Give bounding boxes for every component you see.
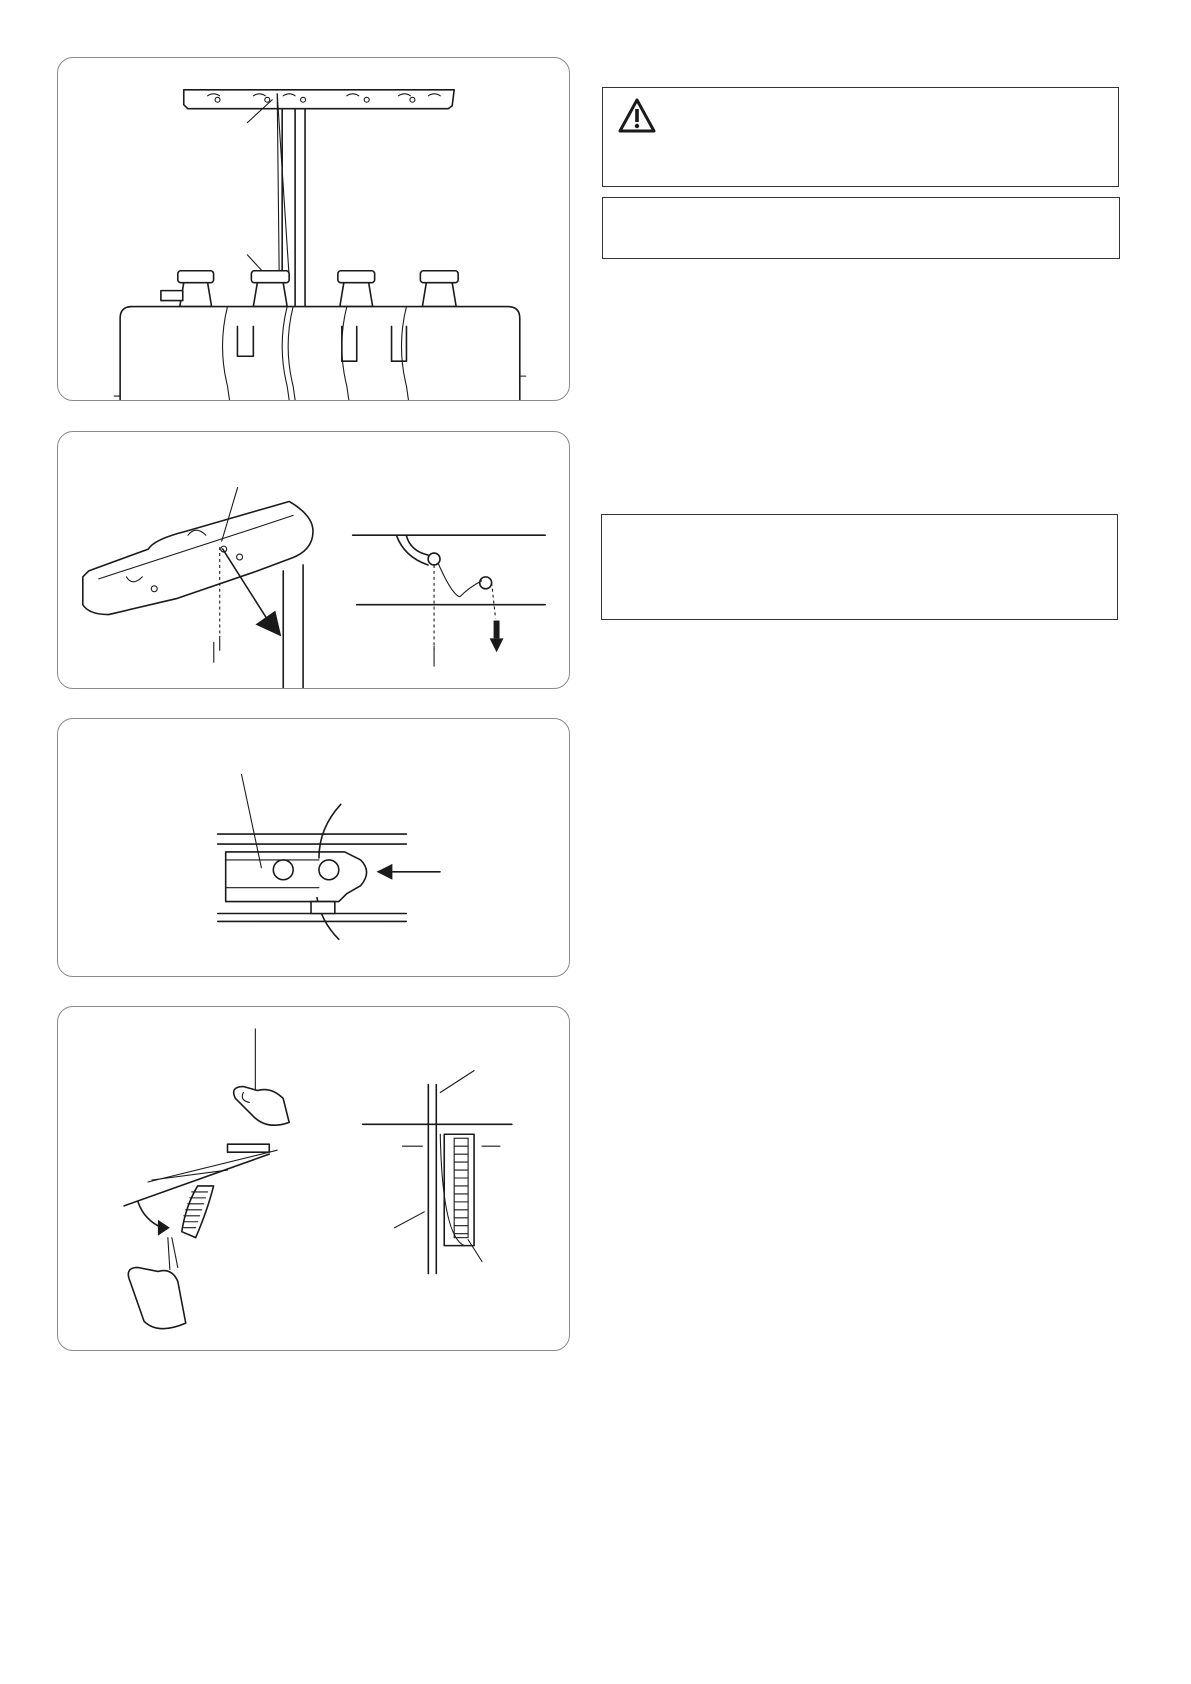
note-box xyxy=(602,197,1120,259)
thread-guide-spool-illustration xyxy=(57,57,570,401)
thread-guide-bar-detail-illustration xyxy=(57,431,570,689)
caution-box xyxy=(602,87,1119,187)
hand-thread-drawing xyxy=(58,1007,569,1350)
slot-drawing xyxy=(58,719,569,976)
guide-bar-drawing xyxy=(58,432,569,688)
note-box xyxy=(601,514,1118,620)
warning-triangle-icon xyxy=(617,97,657,135)
thread-slot-insertion-illustration xyxy=(57,718,570,977)
thread-stand-drawing xyxy=(58,58,569,400)
thread-pulling-illustration xyxy=(57,1006,570,1351)
